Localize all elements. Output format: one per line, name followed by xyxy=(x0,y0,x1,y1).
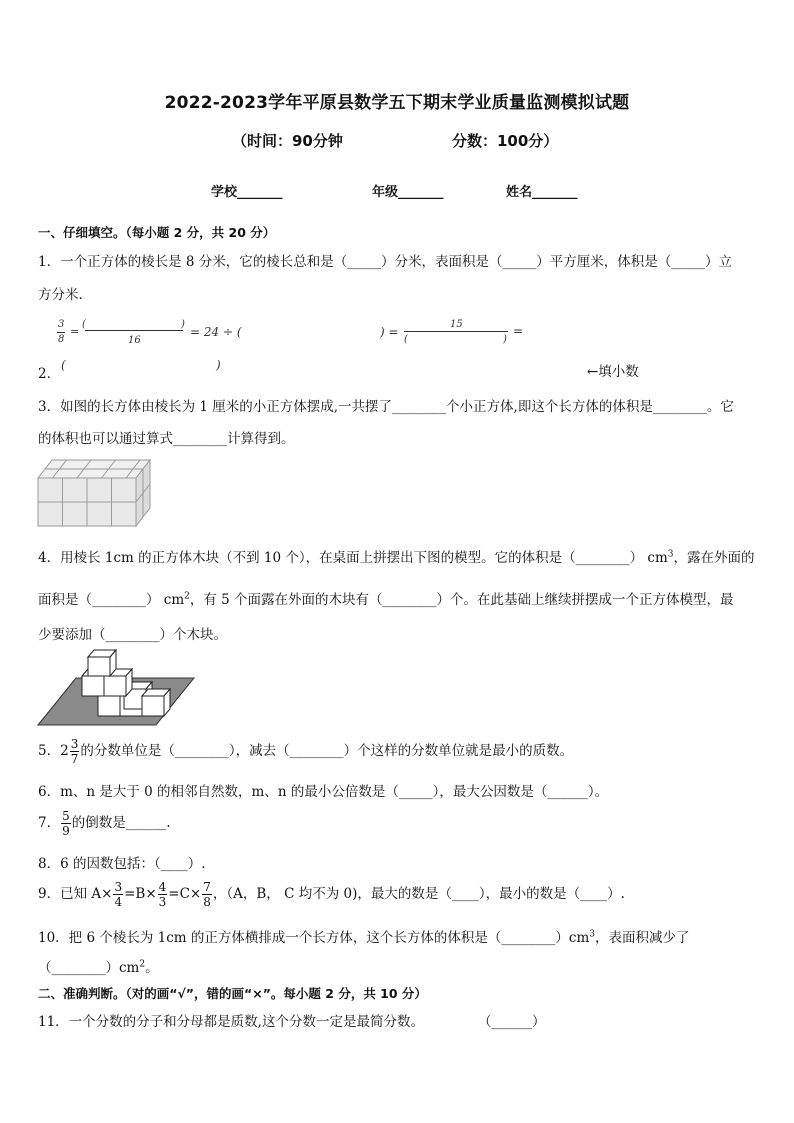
q9-d1: 4 xyxy=(114,895,123,909)
question-4-line-2 xyxy=(38,588,734,608)
q4-sup2: 2 xyxy=(184,591,190,602)
question-7 xyxy=(38,810,171,837)
q9-n1: 3 xyxy=(114,880,123,894)
question-11: 11．一个分数的分子和分母都是质数,这个分数一定是最简分数。 xyxy=(38,1014,424,1030)
grade-field[interactable]: 年级_______ xyxy=(372,185,444,200)
q9-d3: 8 xyxy=(203,895,211,909)
question-9 xyxy=(38,881,625,908)
q2-close-eq: ) = xyxy=(380,325,399,339)
question-1-line-1: 1．一个正方体的棱长是 8 分米，它的棱长总和是（_____）分米，表面积是（_____）平方厘米，体积是（_____）立 xyxy=(38,254,733,270)
question-11-answer-blank[interactable]: （______） xyxy=(478,1014,546,1030)
q2-blank-close[interactable]: ) xyxy=(181,319,185,330)
question-4-line-3: 少要添加（________）个木块。 xyxy=(38,627,227,643)
question-10-line-1 xyxy=(38,926,689,946)
q5-fraction xyxy=(70,738,80,765)
q2-eq1: = xyxy=(70,325,80,338)
q2-row2-close[interactable]: ) xyxy=(216,358,221,372)
page-title: 2022-2023学年平原县数学五下期末学业质量监测模拟试题 xyxy=(164,93,630,113)
q10-line1a: 10．把 6 个棱长为 1cm 的正方体横排成一个长方体，这个长方体的体积是（________）cm xyxy=(38,930,590,946)
q9-n3: 7 xyxy=(203,880,211,894)
q5-prefix: 5．2 xyxy=(38,743,69,759)
q10-sup2: 2 xyxy=(139,959,146,970)
q2-frac-bar-3 xyxy=(404,331,508,332)
q9-d2: 3 xyxy=(158,895,167,909)
q7-rest: 的倒数是______. xyxy=(71,815,171,831)
q10-sup1: 3 xyxy=(589,929,595,940)
q7-prefix: 7． xyxy=(38,815,61,831)
q4-sup1: 3 xyxy=(667,549,674,560)
q7-fraction xyxy=(61,810,71,837)
q5-rest: 的分数单位是（________），减去（________）个这样的分数单位就是最小的质数。 xyxy=(80,743,574,759)
q2-frac-num: 3 xyxy=(58,319,65,330)
q10-line2a: （________）cm xyxy=(38,960,140,976)
q10-line1b: ，表面积减少了 xyxy=(594,930,690,946)
q2-row2-open[interactable]: ( xyxy=(61,358,66,372)
q2-den-16: 16 xyxy=(128,335,141,346)
q9-mid1: =B× xyxy=(124,886,157,902)
q7-den: 9 xyxy=(62,824,70,838)
q2-tail-eq: = xyxy=(513,324,524,338)
q7-num: 5 xyxy=(62,809,70,823)
q9-rest: ，（A，B， C 均不为 0)，最大的数是（____），最小的数是（____）. xyxy=(212,886,625,902)
section-1-heading: 一、仔细填空。（每小题 2 分，共 20 分） xyxy=(38,225,276,240)
q2-blank-open[interactable]: ( xyxy=(82,319,86,330)
q4-line2b: ，有 5 个面露在外面的木块有（________）个。在此基础上继续拼摆成一个正方体模型，最 xyxy=(189,592,734,608)
question-8: 8．6 的因数包括：（____）. xyxy=(38,856,206,872)
q2-den-open[interactable]: ( xyxy=(404,334,408,345)
q2-num-15: 15 xyxy=(450,319,463,330)
q2-frac-bar-2 xyxy=(85,330,183,331)
question-3-line-2: 的体积也可以通过算式________计算得到。 xyxy=(38,431,295,447)
q9-prefix: 9．已知 A× xyxy=(38,886,113,902)
question-2-number: 2． xyxy=(38,366,61,382)
q2-frac-bar xyxy=(57,332,65,333)
q9-fraction-1 xyxy=(113,881,123,908)
question-5 xyxy=(38,738,573,765)
q4-line1a: 4．用棱长 1cm 的正方体木块（不到 10 个），在桌面上拼摆出下图的模型。它的体积是（________） cm xyxy=(38,550,668,566)
question-1-line-2: 方分米． xyxy=(38,287,92,303)
question-6: 6．m、n 是大于 0 的相邻自然数，m、n 的最小公倍数是（_____），最大公因数是（______）。 xyxy=(38,784,609,800)
question-3-line-1: 3．如图的长方体由棱长为 1 厘米的小正方体摆成,一共摆了________个小正方体,即这个长方体的体积是________。它 xyxy=(38,399,734,415)
question-4-line-1 xyxy=(38,546,755,566)
school-field[interactable]: 学校_______ xyxy=(211,185,283,200)
section-2-heading: 二、准确判断。（对的画“√”，错的画“×”。每小题 2 分，共 10 分） xyxy=(38,986,427,1001)
q2-frac-den: 8 xyxy=(58,334,65,345)
q9-mid2: =C× xyxy=(168,886,202,902)
cuboid-figure xyxy=(36,456,154,530)
name-field[interactable]: 姓名_______ xyxy=(506,185,578,200)
q4-line1b: ，露在外面的 xyxy=(673,550,755,566)
cube-stack-figure xyxy=(36,648,198,728)
question-10-line-2 xyxy=(38,956,159,976)
exam-score: 分数：100分） xyxy=(452,132,559,150)
q2-den-close[interactable]: ) xyxy=(503,334,507,345)
q2-mid: = 24 ÷ ( xyxy=(190,325,242,339)
exam-time: （时间：90分钟 xyxy=(232,132,343,150)
q4-line2a: 面积是（________） cm xyxy=(38,592,185,608)
q9-fraction-3 xyxy=(202,881,212,908)
q9-n2: 4 xyxy=(158,880,167,894)
q10-line2b: 。 xyxy=(145,960,159,976)
q9-fraction-2 xyxy=(158,881,168,908)
q2-hint: ←填小数 xyxy=(587,364,639,380)
q5-den: 7 xyxy=(70,752,79,766)
q5-num: 3 xyxy=(70,737,79,751)
